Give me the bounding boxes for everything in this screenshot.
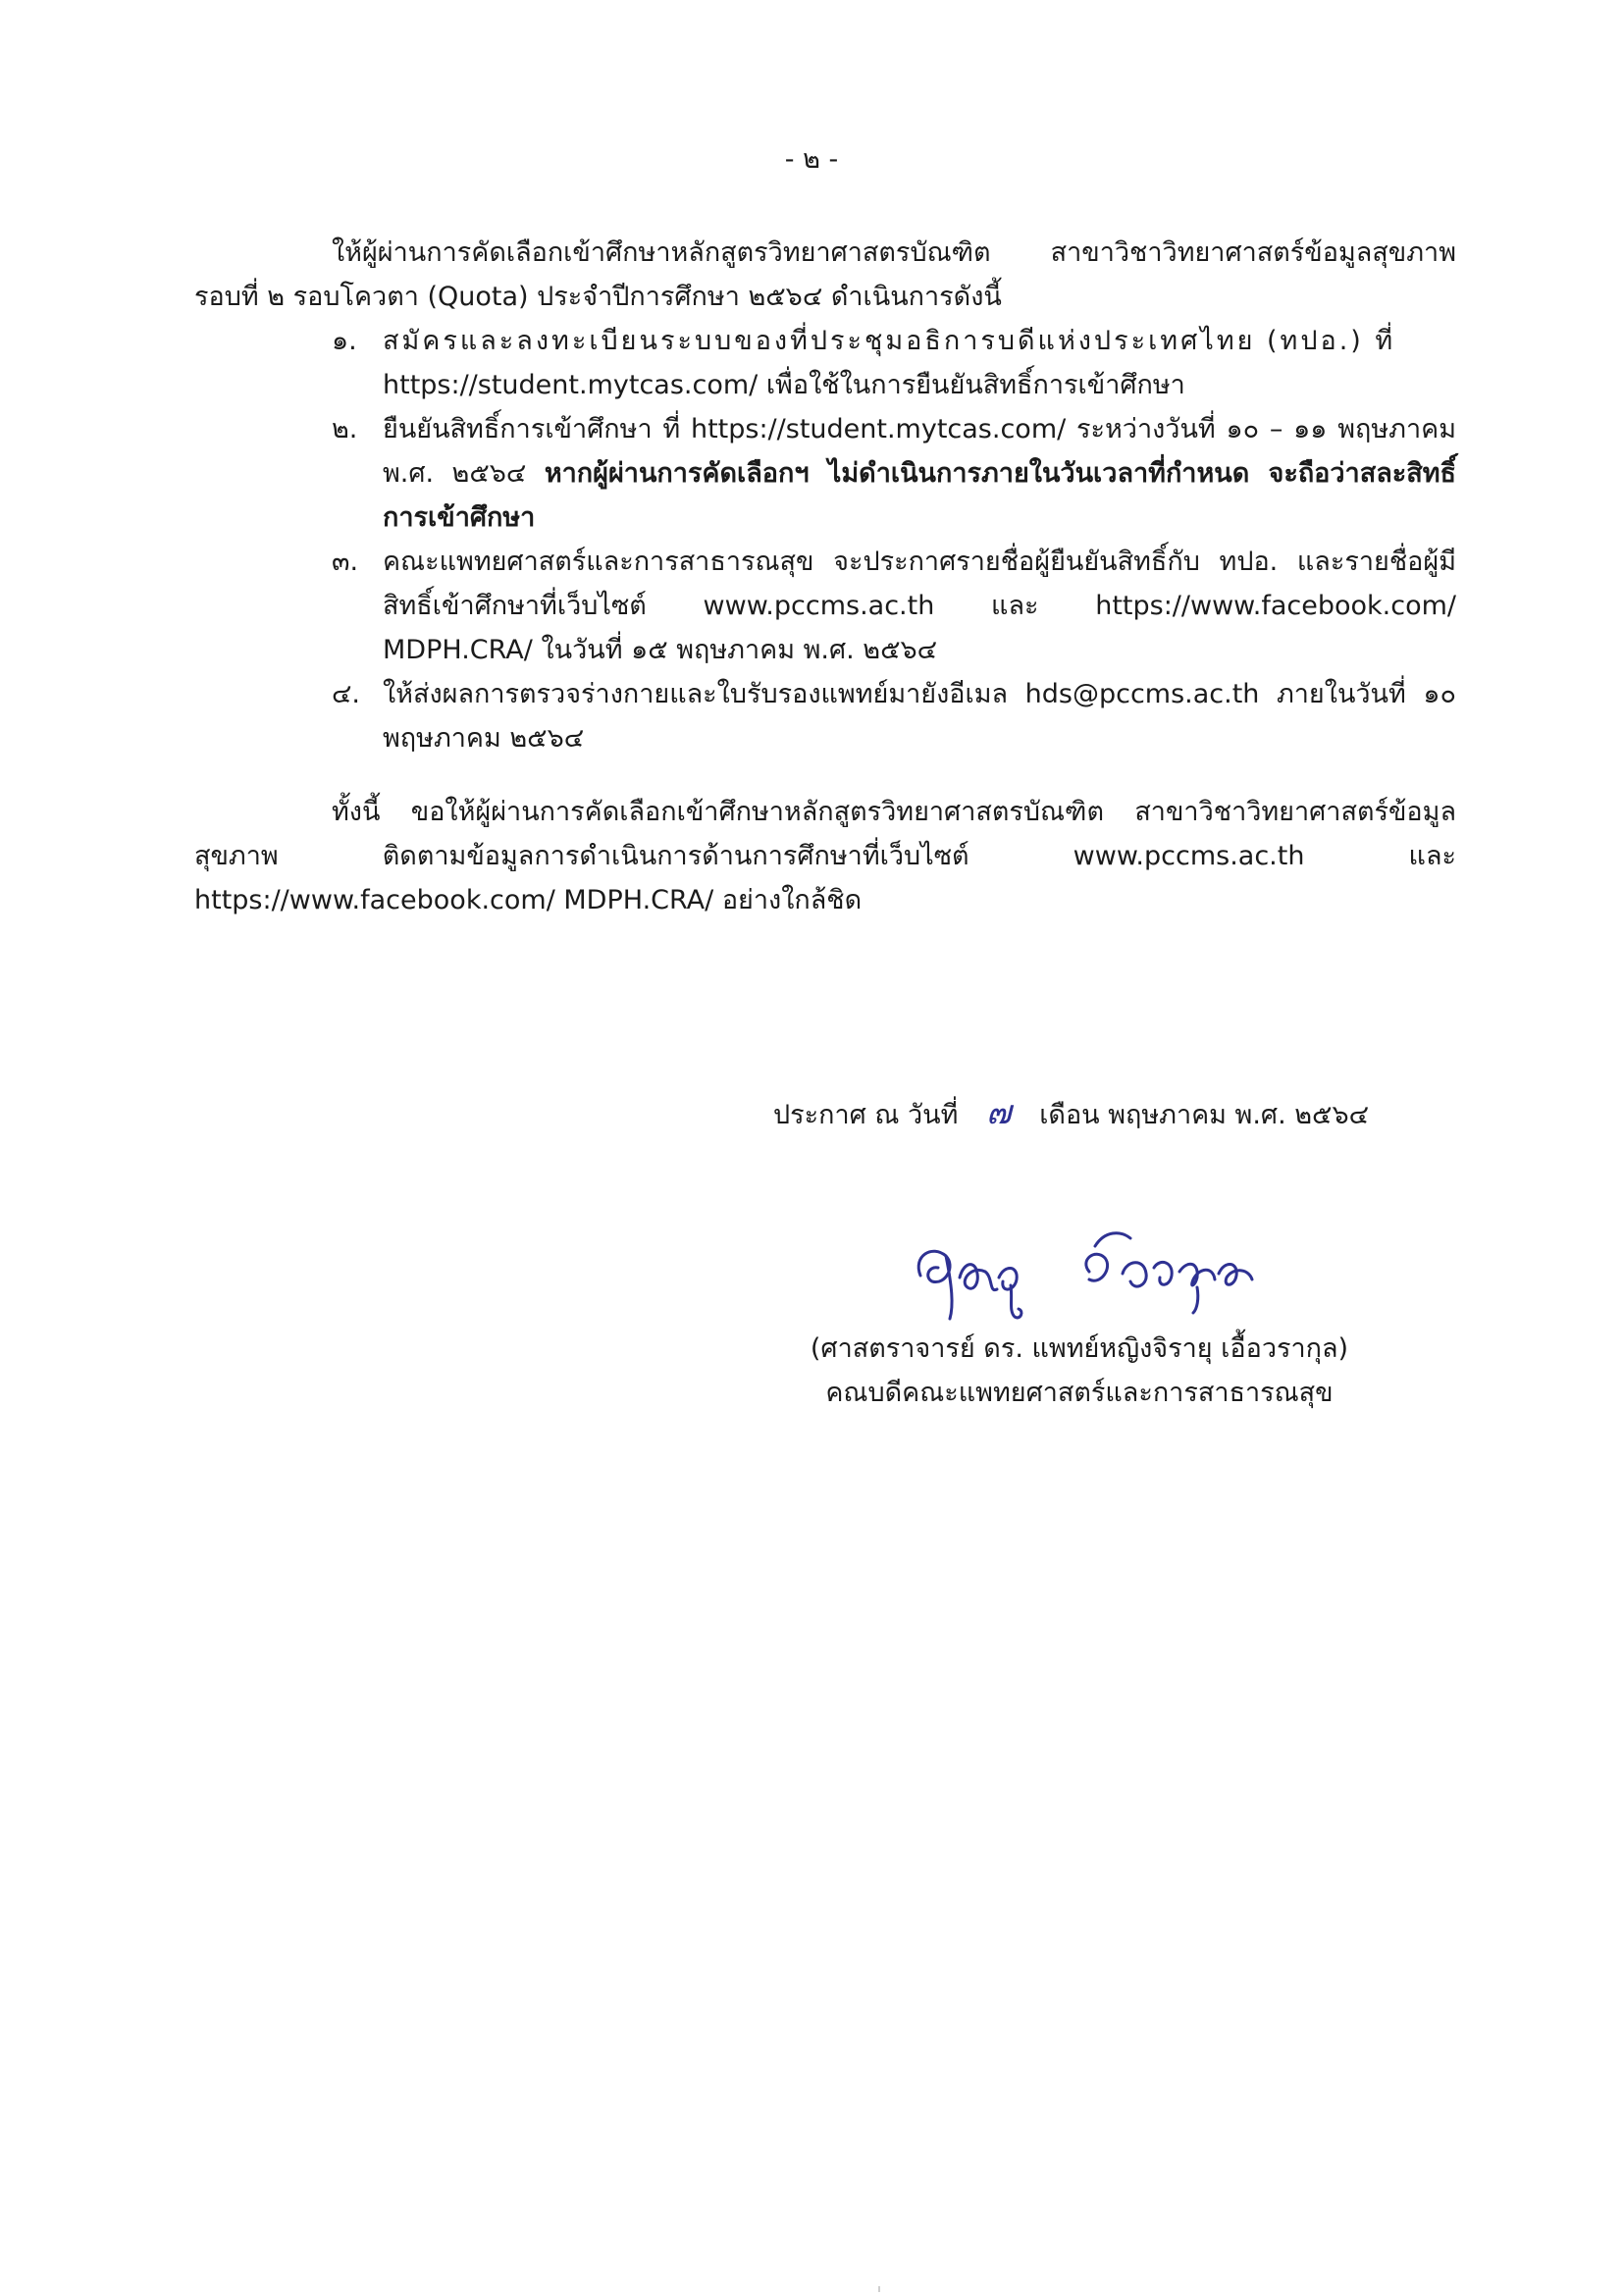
instruction-list	[332, 319, 1456, 760]
list-item-text-plain: ยืนยันสิทธิ์การเข้าศึกษา ที่ https://student.mytcas.com/ ระหว่างวันที่ ๑๐ – ๑๑ พฤษภาคม พ.ศ. ๒๕๖๔	[383, 414, 1456, 489]
list-item-number: ๒.	[332, 414, 358, 444]
list-item	[332, 407, 1456, 540]
closing-text: ทั้งนี้ ขอให้ผู้ผ่านการคัดเลือกเข้าศึกษาหลักสูตรวิทยาศาสตรบัณฑิต สาขาวิชาวิทยาศาสตร์ข้อมูลสุขภาพ ติดตามข้อมูลการดำเนินการด้านการศึกษาที่เว็บไซต์ www.pccms.ac.th และ https://www.facebook.com/ MDPH.CRA/ อย่างใกล้ชิด	[194, 797, 1456, 915]
announcement-date	[773, 1091, 1369, 1137]
signer-name: (ศาสตราจารย์ ดร. แพทย์หญิงจิรายุ เอื้อวรากุล)	[810, 1333, 1349, 1364]
announcement-prefix: ประกาศ ณ วันที่	[773, 1100, 959, 1130]
list-item-number: ๔.	[332, 679, 361, 709]
list-item-warning: หากผู้ผ่านการคัดเลือกฯ ไม่ดำเนินการภายในวันเวลาที่กำหนด จะถือว่าสละสิทธิ์การเข้าศึกษา	[383, 458, 1457, 533]
signer-position: คณบดีคณะแพทยศาสตร์และการสาธารณสุข	[825, 1378, 1334, 1408]
list-item-text	[383, 407, 1456, 540]
list-item	[332, 319, 1456, 407]
list-item-number: ๓.	[332, 547, 359, 577]
list-item-text: ให้ส่งผลการตรวจร่างกายและใบรับรองแพทย์มายังอีเมล hds@pccms.ac.th ภายในวันที่ ๑๐ พฤษภาคม ๒๕๖๔	[383, 679, 1456, 754]
list-item-text	[383, 319, 1456, 407]
list-item-text-a: สมัครและลงทะเบียนระบบของที่ประชุมอธิการบดีแห่งประเทศไทย (ทปอ.) ที่	[383, 326, 1396, 356]
handwritten-signature	[903, 1217, 1315, 1334]
list-item-text: คณะแพทยศาสตร์และการสาธารณสุข จะประกาศรายชื่อผู้ยืนยันสิทธิ์กับ ทปอ. และรายชื่อผู้มีสิทธิ์เข้าศึกษาที่เว็บไซต์ www.pccms.ac.th และ https://www.facebook.com/ MDPH.CRA/ ในวันที่ ๑๕ พฤษภาคม พ.ศ. ๒๕๖๔	[383, 547, 1456, 665]
list-item-text-b: https://student.mytcas.com/ เพื่อใช้ในการยืนยันสิทธิ์การเข้าศึกษา	[383, 370, 1185, 400]
list-item	[332, 540, 1456, 672]
announcement-day: ๗	[986, 1093, 1012, 1132]
list-item	[332, 672, 1456, 760]
list-item-number: ๑.	[332, 326, 357, 356]
signer-block	[687, 1327, 1472, 1415]
announcement-suffix: เดือน พฤษภาคม พ.ศ. ๒๕๖๔	[1039, 1100, 1370, 1130]
page-number: - ๒ -	[784, 144, 839, 175]
intro-text: ให้ผู้ผ่านการคัดเลือกเข้าศึกษาหลักสูตรวิทยาศาสตรบัณฑิต สาขาวิชาวิทยาศาสตร์ข้อมูลสุขภาพ รอบที่ ๒ รอบโควตา (Quota) ประจำปีการศึกษา ๒๕๖๔ ดำเนินการดังนี้	[194, 237, 1456, 312]
intro-paragraph	[194, 231, 1456, 319]
scan-speck	[878, 2286, 880, 2292]
closing-paragraph	[194, 790, 1456, 922]
